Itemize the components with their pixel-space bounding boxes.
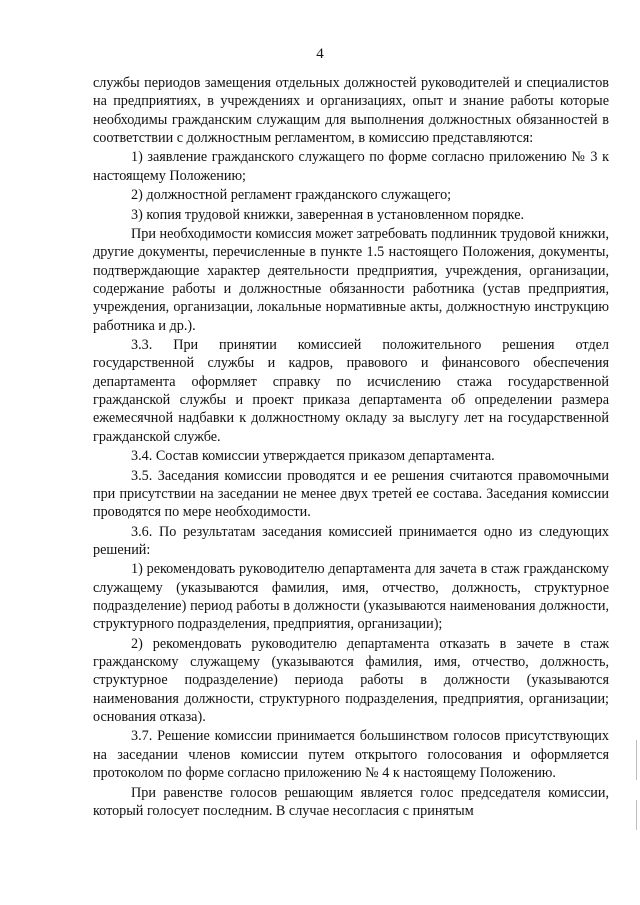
list-item-regulation: 2) должностной регламент гражданского служащего; — [131, 187, 452, 204]
scan-edge-mark — [636, 800, 637, 830]
paragraph-tie-vote: При равенстве голосов решающим является голос председателя комиссии, который голосует последним. В случае несогласия с принятым — [93, 784, 609, 819]
page-number: 4 — [316, 46, 324, 62]
document-body — [93, 74, 609, 821]
decision-option-2: 2) рекомендовать руководителю департамента отказать в зачете в стаж гражданскому служащему (указываются фамилия, имя, отчество, должность, структурное подразделение) периода работы в должности (указываются наименования должности, структурного подразделения, предприятия, организации; основания отказа). — [93, 635, 609, 725]
clause-3-4: 3.4. Состав комиссии утверждается приказом департамента. — [131, 448, 495, 465]
clause-3-7: 3.7. Решение комиссии принимается большинством голосов присутствующих на заседании членов комиссии путем открытого голосования и оформляется протоколом по форме согласно приложению № 4 к настоящему Положению. — [93, 728, 609, 782]
list-item-workbook-copy: 3) копия трудовой книжки, заверенная в установленном порядке. — [131, 206, 525, 223]
clause-3-6: 3.6. По результатам заседания комиссией принимается одно из следующих решений: — [93, 523, 609, 558]
decision-option-1: 1) рекомендовать руководителю департамента для зачета в стаж гражданскому служащему (указываются фамилия, имя, отчество, должность, структурное подразделение) период работы в должности (указываются наименования должности, структурного подразделения, предприятия, организации); — [93, 561, 609, 633]
paragraph-additional-documents: При необходимости комиссия может затребовать подлинник трудовой книжки, другие документы, перечисленные в пункте 1.5 настоящего Положения, документы, подтверждающие характер деятельности предприятия, учреждения, организации, содержание работы и должностные обязанности работника (устав предприятия, учреждения, организации, локальные нормативные акты, должностную инструкцию работника и др.). — [93, 226, 609, 334]
clause-3-3: 3.3. При принятии комиссией положительного решения отдел государственной службы и кадров, правового и финансового обеспечения департамента оформляет справку по исчислению стажа государственной гражданской службы и проект приказа департамента об определении размера ежемесячной надбавки к должностному окладу за выслугу лет на государственной гражданской службе. — [93, 337, 609, 445]
paragraph-continuation: службы периодов замещения отдельных должностей руководителей и специалистов на предприятиях, в учреждениях и организациях, опыт и знание работы которые необходимы гражданским служащим для выполнения должностных обязанностей в соответствии с должностным регламентом, в комиссию представляются: — [93, 75, 609, 146]
list-item-application: 1) заявление гражданского служащего по форме согласно приложению № 3 к настоящему Положению; — [93, 149, 609, 184]
clause-3-5: 3.5. Заседания комиссии проводятся и ее решения считаются правомочными при присутствии на заседании не менее двух третей ее состава. Заседания комиссии проводятся по мере необходимости. — [93, 467, 609, 521]
scan-edge-mark — [636, 740, 637, 780]
